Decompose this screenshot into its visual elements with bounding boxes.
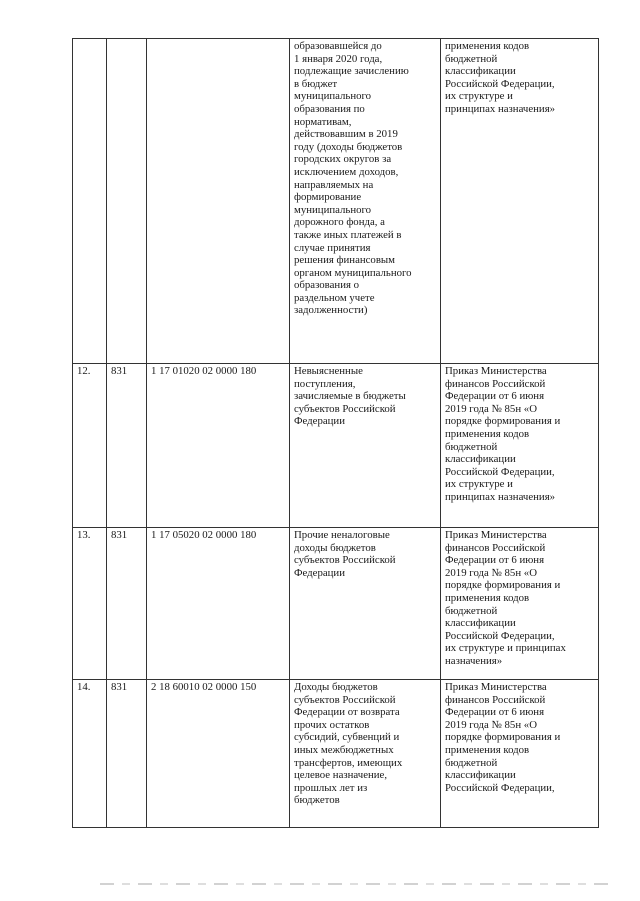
- budget-classification-code-cell: 1 17 01020 02 0000 180: [147, 364, 290, 528]
- budget-classification-code-cell: [147, 39, 290, 364]
- administrator-code-cell: 831: [107, 528, 147, 680]
- legal-basis-cell: Приказ Министерства финансов Российской Федерации от 6 июня 2019 года № 85н «О порядке формирования и применения кодов бюджетной классификации Российской Федерации,: [441, 680, 599, 828]
- revenue-name-cell: образовавшейся до 1 января 2020 года, подлежащие зачислению в бюджет муниципального образования по нормативам, действовавшим в 2019 году (доходы бюджетов городских округов за исключением доходов, направляемых на формирование муниципального дорожного фонда, а также иных платежей в случае принятия решения финансовым органом муниципального образования о раздельном учете задолженности): [290, 39, 441, 364]
- administrator-code-cell: [107, 39, 147, 364]
- row-number-cell: 12.: [73, 364, 107, 528]
- table-row: [73, 528, 599, 680]
- revenue-name-cell: Невыясненные поступления, зачисляемые в бюджеты субъектов Российской Федерации: [290, 364, 441, 528]
- revenue-name-cell: Прочие неналоговые доходы бюджетов субъектов Российской Федерации: [290, 528, 441, 680]
- legal-basis-cell: Приказ Министерства финансов Российской Федерации от 6 июня 2019 года № 85н «О порядке формирования и применения кодов бюджетной классификации Российской Федерации, их структуре и принципах назначения»: [441, 364, 599, 528]
- row-number-cell: 14.: [73, 680, 107, 828]
- table-row: [73, 364, 599, 528]
- row-number-cell: 13.: [73, 528, 107, 680]
- revenue-name-cell: Доходы бюджетов субъектов Российской Федерации от возврата прочих остатков субсидий, субвенций и иных межбюджетных трансфертов, имеющих целевое назначение, прошлых лет из бюджетов: [290, 680, 441, 828]
- scan-artifact-divider: [100, 883, 614, 885]
- budget-revenue-table: [72, 38, 599, 828]
- legal-basis-cell: применения кодов бюджетной классификации Российской Федерации, их структуре и принципах назначения»: [441, 39, 599, 364]
- budget-classification-code-cell: 1 17 05020 02 0000 180: [147, 528, 290, 680]
- table-row: [73, 680, 599, 828]
- legal-basis-cell: Приказ Министерства финансов Российской Федерации от 6 июня 2019 года № 85н «О порядке формирования и применения кодов бюджетной классификации Российской Федерации, их структуре и принципах назначения»: [441, 528, 599, 680]
- budget-classification-code-cell: 2 18 60010 02 0000 150: [147, 680, 290, 828]
- administrator-code-cell: 831: [107, 680, 147, 828]
- table-row: [73, 39, 599, 364]
- administrator-code-cell: 831: [107, 364, 147, 528]
- row-number-cell: [73, 39, 107, 364]
